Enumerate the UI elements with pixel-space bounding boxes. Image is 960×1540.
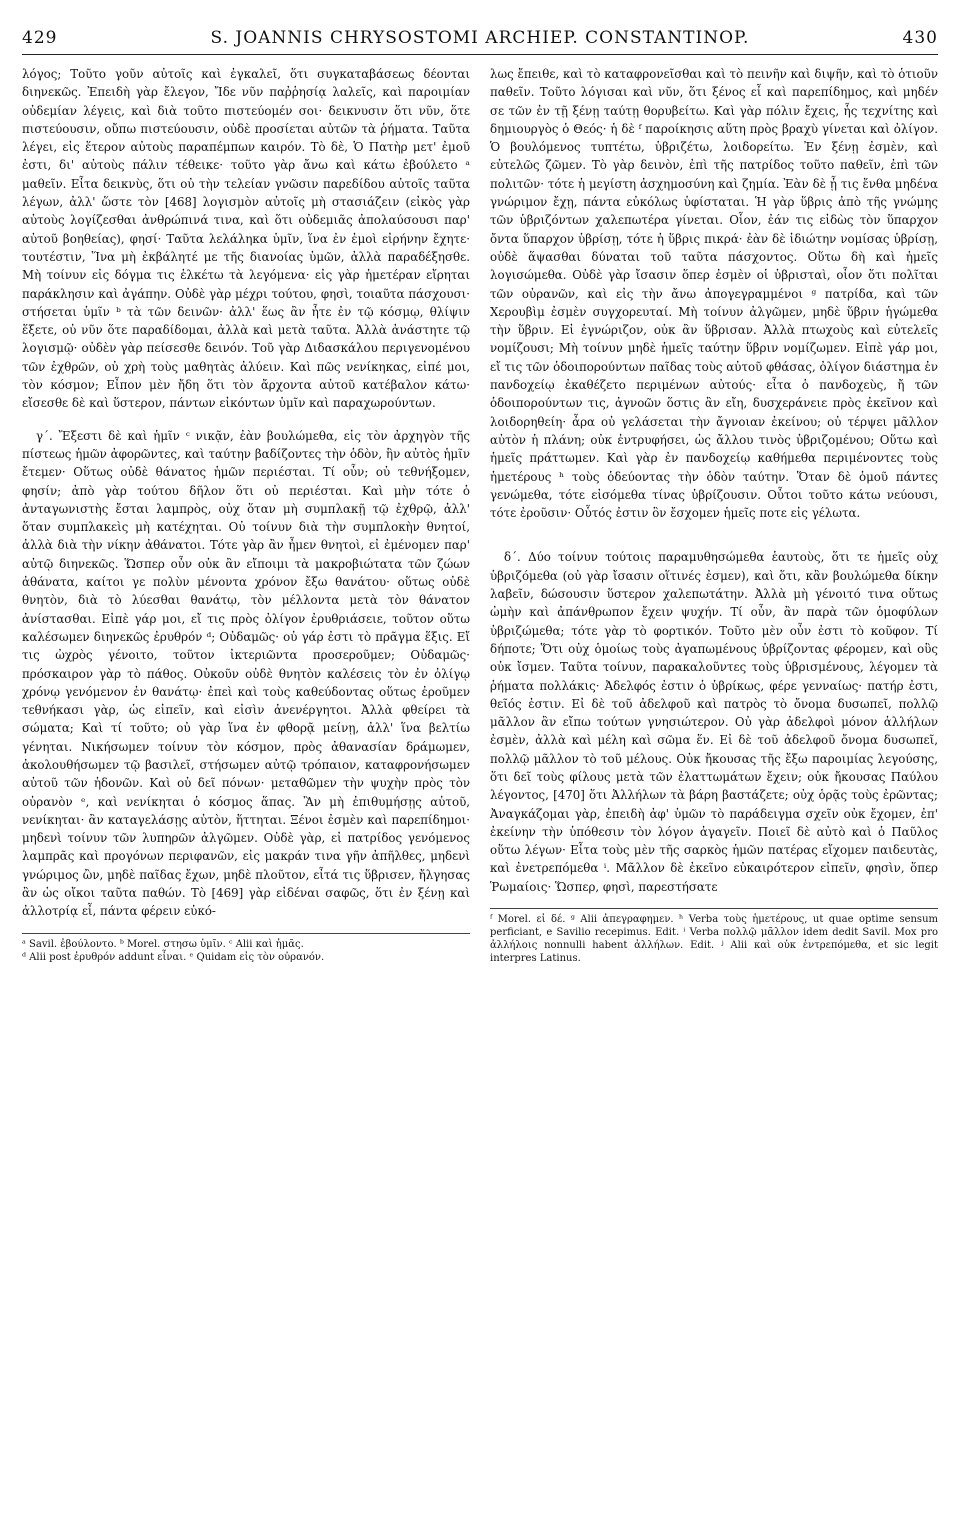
left-footnotes: [22, 933, 470, 964]
left-footnote-line: ᵈ Alii post ἐρυθρόν addunt εἶναι. ᵉ Quidam εἰς τὸν οὐρανόν.: [22, 951, 325, 963]
left-column: [22, 65, 470, 965]
right-paragraph-1: λως ἔπειθε, καὶ τὸ καταφρονεῖσθαι καὶ τὸ πεινῆν καὶ διψῆν, καὶ τὸ ὁτιοῦν παθεῖν. Τοῦτο λόγισαι καὶ νῦν, ὅτι ξένος εἶ καὶ παρεπίδημος, καὶ μηδέν σε τῶν ἐν τῇ ξένῃ ταύτῃ θορυβείτω. Καὶ γὰρ πόλιν ἔχεις, ἧς τεχνίτης καὶ δημιουργὸς ὁ Θεός· ἡ δὲ ᶠ παροίκησις αὕτη πρὸς βραχὺ γίνεται καὶ ὀλίγον. Ὁ βουλόμενος τυπτέτω, ὑβριζέτω, λοιδορείτω. Ἐν ξένῃ ἐσμὲν, καὶ εὐτελῶς ζῶμεν. Τὸ γὰρ δεινὸν, ἐπὶ τῆς πατρίδος τοῦτο παθεῖν, ἐπὶ τῶν πολιτῶν· τότε ἡ μεγίστη ἀσχημοσύνη καὶ ζημία. Ἐὰν δὲ ᾖ τις ἔνθα μηδένα γνώριμον ἔχῃ, πάντα εὐκόλως ὑφίσταται. Ἡ γὰρ ὕβρις ἀπὸ τῆς γνώμης τῶν ὑβριζόντων χαλεπωτέρα γίνεται. Οἷον, ἐάν τις εἰδὼς τὸν ὕπαρχον ὄντα ὕπαρχον ὑβρίσῃ, τότε ἡ ὕβρις πικρά· ἐὰν δὲ ἰδιώτην νομίσας ὑβρίσῃ, οὐδὲ ἅψασθαι δύναται τοῦ ταῦτα πάσχοντος. Οὕτω δὴ καὶ ἡμεῖς λογισώμεθα. Οὐδὲ γὰρ ἴσασιν ὅπερ ἐσμὲν οἱ ὑβρισταὶ, οἷον ὅτι πολῖται τῶν οὐρανῶν, καὶ εἰς τὴν ἄνω ἀπογεγραμμένοι ᵍ πατρίδα, καὶ τῶν Χερουβὶμ ἐσμὲν συγχορευταί. Μὴ τοίνυν ἀλγῶμεν, μηδὲ ὕβριν ἡγώμεθα τὴν ὕβριν. Εἰ ἐγνώριζον, οὐκ ἂν ὕβρισαν. Ἀλλὰ πτωχοὺς καὶ εὐτελεῖς νομίζουσι; Μὴ τοίνυν μηδὲ ἡμεῖς ταύτην ὕβριν νομίζωμεν. Εἰπὲ γάρ μοι, εἴ τις τῶν ὁδοιπορούντων παῖδας τοὺς αὐτοῦ φθάσας, ὀλίγον διάστημα ἐν πανδοχείῳ ἐκαθέζετο περιμένων αὐτούς· εἶτα ὁ πανδοχεὺς, ἤ τῶν ὁδοιπορούντων τις, ἀγνοῶν ὅστις ἂν εἴη, δυσχεράνειε πρὸς ἐκεῖνον καὶ λοιδορηθείη· ἆρα οὐ γελάσεται τὴν ἄγνοιαν ἐκείνου; οὐ τέρψει μᾶλλον αὐτὸν ἡ πλάνη; οὐκ ἐντρυφήσει, ὡς ἄλλου τινὸς ὑβριζομένου; Οὕτω καὶ ἡμεῖς πράττωμεν. Καὶ γὰρ ἐν πανδοχείῳ καθήμεθα περιμένοντες τοὺς ἡμετέρους ʰ τοὺς ὁδεύοντας τὴν ὁδὸν ταύτην. Ὅταν δὲ ὁμοῦ πάντες γενώμεθα, τότε εἰσόμεθα τίνας ὑβρίζουσιν. Οὗτοι τοῦτο κάτω νεύουσι, τότε ἐροῦσιν· Οὗτός ἐστιν ὃν ἔσχομεν ἡμεῖς ποτε εἰς γέλωτα.: [490, 67, 938, 521]
running-header: [22, 28, 938, 55]
text-columns: [22, 65, 938, 965]
right-page-number: 430: [902, 28, 938, 48]
running-title: S. JOANNIS CHRYSOSTOMI ARCHIEP. CONSTANTINOP.: [210, 28, 750, 48]
left-footnote-line: ᵃ Savil. ἐβούλοντο. ᵇ Morel. στησω ὑμῖν. ᶜ Alii καὶ ἡμᾶς.: [22, 938, 304, 950]
left-paragraph-1: λόγος; Τοῦτο γοῦν αὐτοῖς καὶ ἐγκαλεῖ, ὅτι συγκαταβάσεως δέονται διηνεκῶς. Ἐπειδὴ γὰρ ἔλεγον, Ἴδε νῦν παῤῥησίᾳ λαλεῖς, καὶ παροιμίαν οὐδεμίαν λέγεις, καὶ διὰ τοῦτο πιστεύομέν σοι· δεικνυσιν ὅτι νῦν, ὅτε πιστεύουσιν, οὔπω πιστεύουσιν, οὐδὲ προσίεται αὐτῶν τὰ ῥήματα. Ταῦτα λέγει, εἰς ἕτερον αὐτοὺς παραπέμπων καιρόν. Τὸ δὲ, Ὁ Πατὴρ μετ' ἐμοῦ ἐστι, δι' αὐτοὺς πάλιν τέθεικε· τοῦτο γὰρ ἄνω καὶ κάτω ἐβούλετο ᵃ μαθεῖν. Εἶτα δεικνὺς, ὅτι οὐ τὴν τελείαν γνῶσιν παρεδίδου αὐτοῖς ταῦτα λέγων, ἀλλ' ὥστε τὸν [468] λογισμὸν αὐτοῖς μὴ στασιάζειν (εἰκὸς γὰρ αὐτοὺς λογίζεσθαι ἀνθρώπινά τινα, καὶ ὅτι οὐδεμιᾶς ἀπολαύσουσι παρ' αὐτοῦ βοηθείας), φησί· Ταῦτα λελάληκα ὑμῖν, ἵνα ἐν ἐμοὶ εἰρήνην ἔχητε· τουτέστιν, Ἵνα μὴ ἐκβάλητέ με τῆς διανοίας ὑμῶν, ἀλλὰ παραδέξησθε. Μὴ τοίνυν εἰς δόγμα τις ἑλκέτω τὰ λεγόμενα· εἰς γὰρ ἡμετέραν εἴρηται παράκλησιν καὶ ἀγάπην. Οὐδὲ γὰρ μέχρι τούτου, φησὶ, τοιαῦτα πάσχουσι· στήσεται ὑμῖν ᵇ τὰ τῶν δεινῶν· ἀλλ' ἕως ἂν ἦτε ἐν τῷ κόσμῳ, θλίψιν ἕξετε, οὐ νῦν ὅτε παραδίδομαι, ἀλλὰ καὶ μετὰ ταῦτα. Ἀλλὰ ἀνάστητε τῷ λογισμῷ· οὐδὲν γὰρ πείσεσθε δεινόν. Τοῦ γὰρ Διδασκάλου περιγενομένου τῶν ἐχθρῶν, οὐ χρὴ τοὺς μαθητὰς ἀλύειν. Καὶ πῶς νενίκηκας, εἰπέ μοι, τὸν κόσμον; Εἶπον μὲν ἤδη ὅτι τὸν ἄρχοντα αὐτοῦ κατέβαλον κάτω· εἴσεσθε δὲ καὶ ὕστερον, πάντων εἰκόντων ὑμῖν καὶ παραχωρούντων.: [22, 67, 470, 411]
right-column: [490, 65, 938, 965]
right-footnotes: [490, 908, 938, 965]
right-footnote-line: ᶠ Morel. εἰ δέ. ᵍ Alii ἀπεγραφημεν. ʰ Verba τοὺς ἡμετέρους, ut quae optime sensum perficiant, e Savilio recepimus. Edit. ⁱ Verba πολλῷ μᾶλλον idem dedit Savil. Mox pro ἀλλήλοις nonnulli habent ἀλλήλων. Edit. ʲ Alii καὶ οὐκ ἐντρεπόμεθα, et sic legit interpres Latinus.: [490, 914, 938, 965]
left-paragraph-2: γ΄. Ἔξεστι δὲ καὶ ἡμῖν ᶜ νικᾷν, ἐὰν βουλώμεθα, εἰς τὸν ἀρχηγὸν τῆς πίστεως ἡμῶν ἀφορῶντες, καὶ ταύτην βαδίζοντες τὴν ὁδὸν, ἣν αὐτὸς ἡμῖν ἔτεμεν· Οὕτως οὐδὲ θάνατος ἡμῶν περιέσται. Τί οὖν; οὐ τεθνήξομεν, φησίν; ἀπὸ γὰρ τούτου δῆλον ὅτι οὐ περιέσται. Καὶ μὴν τότε ὁ ἀνταγωνιστὴς ἔσται λαμπρὸς, οὐχ ὅταν μὴ συμπλακῇ τῷ ἐχθρῷ, ἀλλ' ὅταν συμπλακεὶς μὴ κατέχηται. Οὐ τοίνυν διὰ τὴν συμπλοκὴν θνητοί, ἀλλὰ διὰ τὴν νίκην ἀθάνατοι. Τότε γὰρ ἂν ἦμεν θνητοὶ, εἰ ἐμένομεν παρ' αὐτῷ διηνεκῶς. Ὥσπερ οὖν οὐκ ἂν εἴποιμι τὰ μακροβιώτατα τῶν ζώων ἀθάνατα, καίτοι γε πολὺν μένοντα χρόνον ἔξω θανάτου· οὕτως οὐδὲ θνητὸν, διὰ τὸ λύεσθαι θανάτῳ, τὸν μέλλοντα μετὰ τὸν θάνατον ἀνίστασθαι. Εἰπὲ γάρ μοι, εἴ τις πρὸς ὀλίγον ἐρυθριάσειε, τοῦτον οὕτω καλέσωμεν διηνεκῶς ἐρυθρόν ᵈ; Οὐδαμῶς· οὐ γάρ ἐστι τὸ πρᾶγμα ἕξις. Εἴ τις ὠχρὸς γένοιτο, τοῦτον ἰκτεριῶντα προσεροῦμεν; Οὐδαμῶς· πρόσκαιρον γὰρ τὸ πάθος. Οὐκοῦν οὐδὲ θνητὸν καλέσεις τὸν ἐν ὀλίγῳ χρόνῳ γενόμενον ἐν θανάτῳ· ἐπεὶ καὶ τοὺς καθεύδοντας οὕτως ἐροῦμεν τεθνήκασι γὰρ, ὡς εἰπεῖν, καὶ εἰσὶν ἀνενέργητοι. Ἀλλὰ φθείρει τὰ σώματα; Καὶ τί τοῦτο; οὐ γὰρ ἵνα ἐν φθορᾷ μείνῃ, ἀλλ' ἵνα βελτίω γένηται. Νικήσωμεν τοίνυν τὸν κόσμον, πρὸς ἀθανασίαν δράμωμεν, ἀκολουθήσωμεν τῷ βασιλεῖ, στήσωμεν αὐτῷ τρόπαιον, καταφρονήσωμεν αὐτοῦ τῶν ἡδονῶν. Καὶ οὐ δεῖ πόνων· μεταθῶμεν τὴν ψυχὴν πρὸς τὸν οὐρανὸν ᵉ, καὶ νενίκηται ὁ κόσμος ἅπας. Ἂν μὴ ἐπιθυμήσῃς αὐτοῦ, νενίκηται· ἂν καταγελάσῃς αὐτὸν, ἥττηται. Ξένοι ἐσμὲν καὶ παρεπίδημοι· μηδενὶ τοίνυν τῶν λυπηρῶν ἀλγῶμεν. Οὐδὲ γὰρ, εἰ πατρίδος γενόμενος λαμπρᾶς καὶ προγόνων περιφανῶν, εἰς μακράν τινα γῆν ἀπῆλθες, μηδενὶ γνώριμος ὢν, μηδὲ παῖδας ἔχων, μηδὲ πλοῦτον, εἶτά τις ὕβρισεν, ἤλγησας ἂν ὡς οἴκοι ταῦτα παθών. Τὸ [469] γὰρ εἰδέναι σαφῶς, ὅτι ἐν ξένῃ καὶ ἀλλοτρίᾳ εἶ, πάντα φέρειν εὐκό-: [22, 428, 470, 919]
right-paragraph-2: δ΄. Δύο τοίνυν τούτοις παραμυθησώμεθα ἑαυτοὺς, ὅτι τε ἡμεῖς οὐχ ὑβριζόμεθα (οὐ γὰρ ἴσασιν οἵτινές ἐσμεν), καὶ ὅτι, κἂν βουλώμεθα δίκην λαβεῖν, δώσουσιν ὕστερον χαλεπωτάτην. Ἀλλὰ μὴ γένοιτό τινα οὕτως ὠμὴν καὶ ἀπάνθρωπον ἔχειν ψυχήν. Τί οὖν, ἂν παρὰ τῶν ὁμοφύλων ὑβριζώμεθα; τότε γὰρ τὸ φορτικόν. Τοῦτο μὲν οὖν ἐστι τὸ κοῦφον. Τί δήποτε; Ὅτι οὐχ ὁμοίως τοὺς ἀγαπωμένους ὑβρίζοντας φέρομεν, καὶ οὓς οὐκ ἴσμεν. Ταῦτα τοίνυν, παρακαλοῦντες τοὺς ὑβρισμένους, λέγομεν τὰ ῥήματα πολλάκις· Ἀδελφός ἐστιν ὁ ὑβρίκως, φέρε γενναίως· πατήρ ἐστι, θεῖός ἐστιν. Εἰ δὲ τοῦ ἀδελφοῦ καὶ πατρὸς τὸ ὄνομα δυσωπεῖ, πολλῷ μᾶλλον ἂν εἴπω τούτων γνησιώτερον. Οὐ γὰρ ἀδελφοὶ μόνον ἀλλήλων ἐσμὲν, ἀλλὰ καὶ μέλη καὶ σῶμα ἕν. Εἰ δὲ τοῦ ἀδελφοῦ ὄνομα δυσωπεῖ, πολλῷ μᾶλλον τὸ τοῦ μέλους. Οὐκ ἤκουσας τῆς ἔξω παροιμίας λεγούσης, ὅτι δεῖ τοὺς φίλους μετὰ τῶν ἐλαττωμάτων ἔχειν; οὐκ ἤκουσας Παύλου λέγοντος, [470] ὅτι Ἀλλήλων τὰ βάρη βαστάζετε; οὐχ ὁρᾷς τοὺς ἐρῶντας; Ἀναγκάζομαι γὰρ, ἐπειδὴ ἀφ' ὑμῶν τὸ παράδειγμα σχεῖν οὐκ ἔχομεν, ἐπ' ἐκείνην τὴν ὑπόθεσιν τὸν λόγον ἀγαγεῖν. Ποιεῖ δὲ αὐτὸ καὶ ὁ Παῦλος οὕτω λέγων· Εἶτα τοὺς μὲν τῆς σαρκὸς ἡμῶν πατέρας εἴχομεν παιδευτὰς, καὶ ἐνετρεπόμεθα ⁱ. Μᾶλλον δὲ ἐκεῖνο εὐκαιρότερον εἰπεῖν, φησὶν, ὅπερ Ῥωμαίοις· Ὥσπερ, φησὶ, παρεστήσατε: [490, 550, 938, 894]
left-page-number: 429: [22, 28, 58, 48]
